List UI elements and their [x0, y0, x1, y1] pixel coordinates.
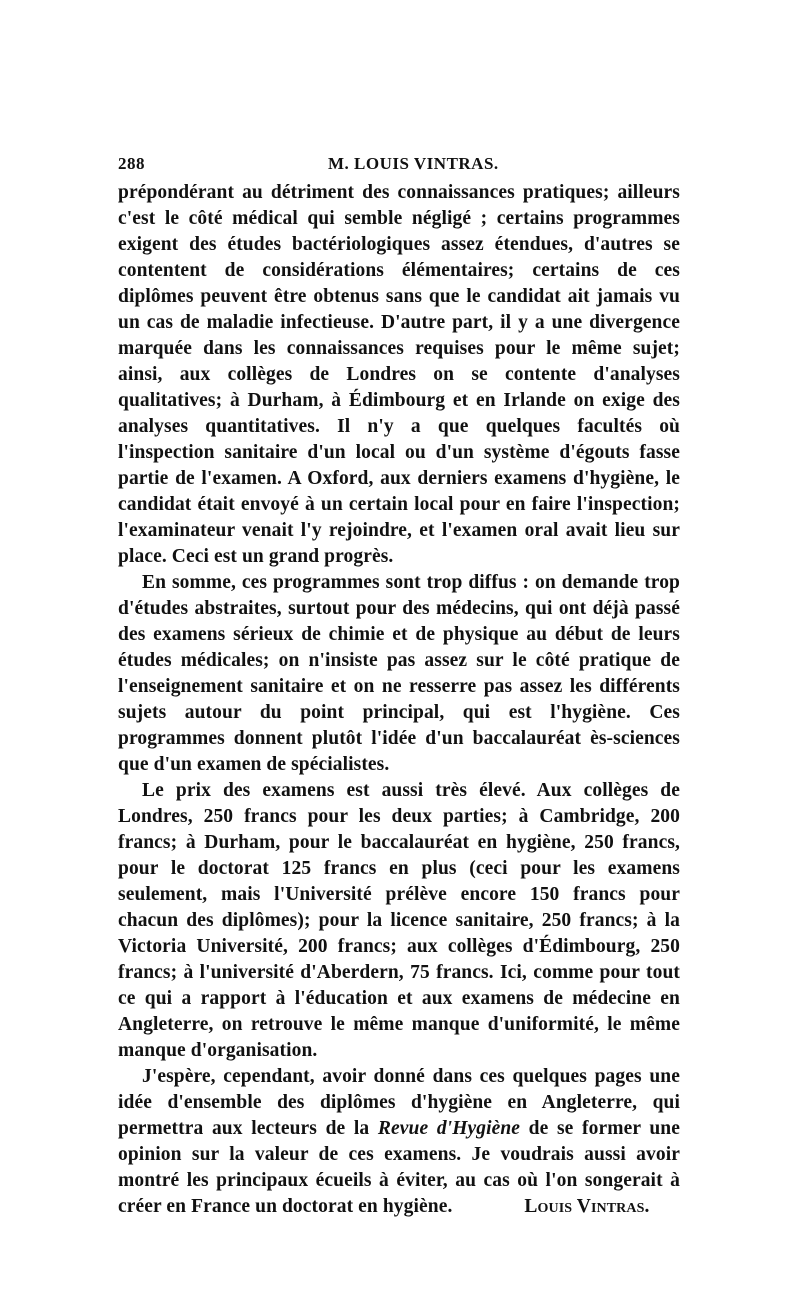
document-page [118, 150, 680, 1220]
running-title: M. LOUIS VINTRAS. [328, 154, 499, 173]
author-signature: Louis Vintras. [524, 1196, 650, 1217]
paragraph-4 [118, 1064, 680, 1220]
paragraph-4-text-before: J'espère, cependant, avoir donné dans ces quelques pages une idée d'ensemble des diplômes d'hygiène en Angleterre, qui permettra aux lecteurs de la [118, 1066, 680, 1139]
paragraph-3: Le prix des examens est aussi très élevé. Aux collèges de Londres, 250 francs pour les deux parties; à Cambridge, 200 francs; à Durham, pour le baccalauréat en hygiène, 250 francs, pour le doctorat 125 francs en plus (ceci pour les examens seulement, mais l'Université prélève encore 150 francs pour chacun des diplômes); pour la licence sanitaire, 250 francs; à la Victoria Université, 200 francs; aux collèges d'Édimbourg, 250 francs; à l'université d'Aberdern, 75 francs. Ici, comme pour tout ce qui a rapport à l'éducation et aux examens de médecine en Angleterre, on retrouve le même manque d'uniformité, le même manque d'organisation. [118, 780, 680, 1061]
paragraph-4-text-after: de se former une opinion sur la valeur de ces examens. Je voudrais aussi avoir montré les principaux écueils à éviter, au cas où l'on songerait à créer en France un doctorat en hygiène. [118, 1118, 681, 1217]
body-text [118, 180, 680, 1220]
paragraph-2: En somme, ces programmes sont trop diffus : on demande trop d'études abstraites, surtout pour des médecins, qui ont déjà passé des examens sérieux de chimie et de physique au début de leurs études médicales; on n'insiste pas assez sur le côté pratique de l'enseignement sanitaire et on ne resserre pas assez les différents sujets autour du point principal, qui est l'hygiène. Ces programmes donnent plutôt l'idée d'un baccalauréat ès-sciences que d'un examen de spécialistes. [118, 572, 680, 775]
journal-title: Revue d'Hygiène [377, 1118, 521, 1139]
running-head [118, 150, 680, 180]
paragraph-1: prépondérant au détriment des connaissances pratiques; ailleurs c'est le côté médical qui semble négligé ; certains programmes exigent des études bactériologiques assez étendues, d'autres se contentent de considérations élémentaires; certains de ces diplômes peuvent être obtenus sans que le candidat ait jamais vu un cas de maladie infectieuse. D'autre part, il y a une divergence marquée dans les connaissances requises pour le même sujet; ainsi, aux collèges de Londres on se contente d'analyses qualitatives; à Durham, à Édimbourg et en Irlande on exige des analyses quantitatives. Il n'y a que quelques facultés où l'inspection sanitaire d'un local ou d'un système d'égouts fasse partie de l'examen. A Oxford, aux derniers examens d'hygiène, le candidat était envoyé à un certain local pour en faire l'inspection; l'examinateur venait l'y rejoindre, et l'examen oral avait lieu sur place. Ceci est un grand progrès. [118, 182, 680, 567]
page-number: 288 [118, 154, 145, 173]
